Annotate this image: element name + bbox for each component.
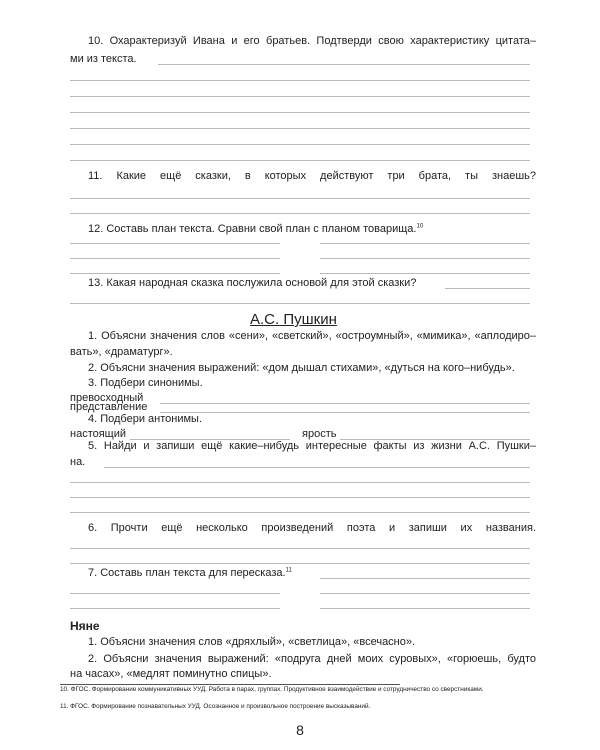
question-11: 11. Какие ещё сказки, в которых действуют три брата, ты знаешь? — [88, 170, 536, 182]
nyane-task-1: 1. Объясни значения слов «дряхлый», «светлица», «всечасно». — [88, 636, 416, 648]
question-10-line1: 10. Охарактеризуй Ивана и его братьев. Подтверди свою характеристику цитата– — [88, 35, 536, 47]
pushkin-task-5-line1: 5. Найди и запиши ещё какие–нибудь интересные факты из жизни А.С. Пушки– — [88, 440, 536, 452]
pushkin-task-3: 3. Подбери синонимы. — [88, 377, 203, 389]
answer-line[interactable] — [70, 512, 530, 513]
answer-line[interactable] — [70, 482, 530, 483]
section-title-pushkin: А.С. Пушкин — [250, 311, 337, 328]
question-13: 13. Какая народная сказка послужила основой для этой сказки? — [88, 277, 417, 289]
answer-line[interactable] — [70, 213, 530, 214]
footnote-11: 11. ФГОС. Формирование познавательных УУД. Осознанное и произвольное построение высказываний. — [60, 703, 371, 710]
antonym-word-1: настоящий — [70, 428, 127, 440]
answer-line[interactable] — [70, 258, 280, 259]
answer-line[interactable] — [70, 198, 530, 199]
answer-line[interactable] — [70, 112, 530, 113]
answer-line[interactable] — [104, 467, 530, 468]
answer-line[interactable] — [160, 412, 530, 413]
answer-line[interactable] — [320, 258, 530, 259]
question-12: 12. Составь план текста. Сравни свой план с планом товарища.$^{10}$ — [88, 223, 424, 235]
footnote-divider — [60, 684, 400, 685]
question-10-line2: ми из текста. — [70, 53, 137, 65]
answer-line[interactable] — [70, 497, 530, 498]
page-number: 8 — [296, 722, 304, 738]
pushkin-task-7: 7. Составь план текста для пересказа.$^{11}$ — [88, 567, 292, 579]
footnote-10: 10. ФГОС. Формирование коммуникативных УУД. Работа в парах, группах. Продуктивное взаимодействие и сотрудничество со сверстниками. — [60, 686, 484, 693]
pushkin-task-4: 4. Подбери антонимы. — [88, 413, 203, 425]
answer-line[interactable] — [70, 96, 530, 97]
antonym-word-2: ярость — [302, 428, 337, 440]
answer-line[interactable] — [70, 160, 530, 161]
answer-line[interactable] — [70, 608, 280, 609]
answer-line[interactable] — [320, 578, 530, 579]
answer-line[interactable] — [70, 128, 530, 129]
answer-line[interactable] — [70, 593, 280, 594]
answer-line[interactable] — [70, 80, 530, 81]
answer-line[interactable] — [160, 403, 530, 404]
answer-line[interactable] — [320, 593, 530, 594]
answer-line[interactable] — [320, 243, 530, 244]
answer-line[interactable] — [70, 303, 530, 304]
answer-line[interactable] — [70, 548, 530, 549]
answer-line[interactable] — [320, 608, 530, 609]
answer-line[interactable] — [320, 273, 530, 274]
pushkin-task-1-line1: 1. Объясни значения слов «сени», «светский», «остроумный», «мимика», «аплодиро– — [88, 330, 536, 342]
pushkin-task-2: 2. Объясни значения выражений: «дом дышал стихами», «дуться на кого–нибудь». — [88, 362, 515, 374]
pushkin-task-5-line2: на. — [70, 456, 86, 468]
answer-line[interactable] — [70, 273, 280, 274]
pushkin-task-1-line2: вать», «драматург». — [70, 346, 173, 358]
answer-line[interactable] — [158, 64, 530, 65]
answer-line[interactable] — [70, 243, 280, 244]
answer-line[interactable] — [445, 288, 530, 289]
nyane-task-2-line1: 2. Объясни значения выражений: «подруга дней моих суровых», «горюешь, будто — [88, 653, 536, 665]
answer-line[interactable] — [70, 563, 530, 564]
answer-line[interactable] — [70, 144, 530, 145]
section-heading-nyane: Няне — [70, 619, 100, 633]
nyane-task-2-line2: на часах», «медлят поминутно спицы». — [70, 668, 272, 680]
synonym-word-2: представление — [70, 401, 148, 413]
pushkin-task-6: 6. Прочти ещё несколько произведений поэта и запиши их названия. — [88, 522, 536, 534]
synonym-word-1: превосходный — [70, 392, 144, 404]
